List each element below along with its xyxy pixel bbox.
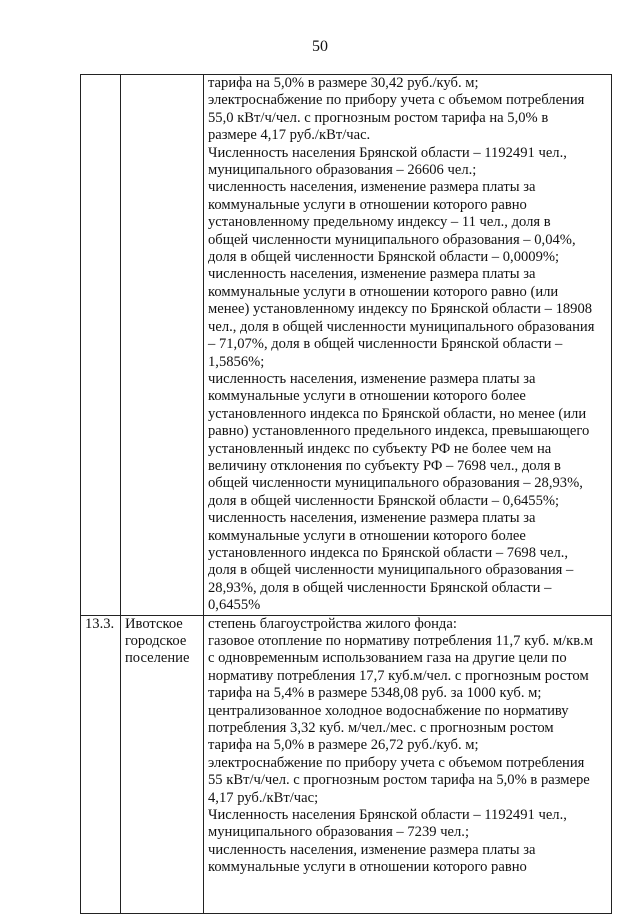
text-line: нормативу потребления 17,7 куб.м/чел. с прогнозным ростом	[208, 667, 589, 684]
text-line: коммунальные услуги в отношении которого более	[208, 527, 526, 544]
text-line: установленному предельному индексу – 11 чел., доля в	[208, 214, 551, 231]
text-line: 4,17 руб./кВт/час;	[208, 789, 319, 806]
text-line: 55,0 кВт/ч/чел. с прогнозным ростом тарифа на 5,0% в	[208, 109, 549, 126]
text-line: равно) установленного предельного индекса, превышающего	[208, 423, 590, 440]
text-line: Численность населения Брянской области – 1192491 чел.,	[208, 807, 567, 824]
text-line: коммунальные услуги в отношении которого равно	[208, 196, 527, 213]
text-line: доля в общей численности муниципального образования –	[208, 562, 574, 579]
text-line: 28,93%, доля в общей численности Брянской области –	[208, 579, 552, 596]
text-line: установленного индекса по Брянской области – 7698 чел.,	[208, 544, 569, 561]
table-row	[81, 75, 612, 616]
text-line: доля в общей численности Брянской области – 0,6455%;	[208, 492, 560, 509]
text-line: – 71,07%, доля в общей численности Брянской области –	[208, 336, 563, 353]
text-line: общей численности муниципального образования – 0,04%,	[208, 231, 576, 248]
municipality-cell	[121, 615, 204, 913]
text-line: размере 4,17 руб./кВт/час.	[208, 127, 371, 144]
text-line: потребления 3,32 куб. м/чел./мес. с прогнозным ростом	[208, 720, 554, 737]
text-line: численность населения, изменение размера платы за	[208, 510, 536, 527]
text-line: 55 кВт/ч/чел. с прогнозным ростом тарифа на 5,0% в размере	[208, 772, 590, 789]
text-line: чел., доля в общей численности муниципального образования	[208, 318, 595, 335]
description-cell	[204, 615, 612, 913]
page-number: 50	[312, 38, 328, 55]
text-line: централизованное холодное водоснабжение по нормативу	[208, 702, 569, 719]
text-line: численность населения, изменение размера платы за	[208, 266, 536, 283]
description-cell	[204, 75, 612, 616]
text-line: установленного индекса по Брянской области, но менее (или	[208, 405, 587, 422]
text-line: электроснабжение по прибору учета с объемом потребления	[208, 754, 585, 771]
text-line: тарифа на 5,0% в размере 26,72 руб./куб. м;	[208, 737, 479, 754]
text-line: тарифа на 5,4% в размере 5348,08 руб. за 1000 куб. м;	[208, 685, 542, 702]
text-line: доля в общей численности Брянской области – 0,0009%;	[208, 249, 560, 266]
text-line: муниципального образования – 26606 чел.;	[208, 162, 477, 179]
text-line: Численность населения Брянской области – 1192491 чел.,	[208, 144, 567, 161]
text-line: газовое отопление по нормативу потребления 11,7 куб. м/кв.м	[208, 633, 593, 649]
row-number: 13.3.	[85, 615, 115, 632]
text-line: тарифа на 5,0% в размере 30,42 руб./куб. м;	[208, 75, 479, 91]
text-line: численность населения, изменение размера платы за	[208, 179, 536, 196]
text-line: коммунальные услуги в отношении которого равно (или	[208, 283, 559, 300]
text-line: городское	[125, 633, 187, 649]
municipality-cell	[121, 75, 204, 616]
text-line: 1,5856%;	[208, 353, 265, 370]
text-line: электроснабжение по прибору учета с объемом потребления	[208, 92, 585, 109]
utility-table	[80, 74, 612, 914]
table-row	[81, 615, 612, 913]
text-line: численность населения, изменение размера платы за	[208, 841, 536, 858]
text-line: общей численности муниципального образования – 28,93%,	[208, 475, 583, 492]
text-line: коммунальные услуги в отношении которого более	[208, 388, 526, 405]
text-line: с одновременным использованием газа на другие цели по	[208, 650, 567, 667]
text-line: Ивотское	[125, 615, 183, 632]
text-line: 0,6455%	[208, 597, 261, 614]
row-number-cell	[81, 615, 121, 913]
text-line: величину отклонения по субъекту РФ – 7698 чел., доля в	[208, 457, 561, 474]
text-line: поселение	[125, 650, 190, 667]
text-line: коммунальные услуги в отношении которого равно	[208, 859, 527, 876]
row-number-cell	[81, 75, 121, 616]
text-line: степень благоустройства жилого фонда:	[208, 615, 457, 632]
text-line: менее) установленному индексу по Брянской области – 18908	[208, 301, 593, 318]
text-line: численность населения, изменение размера платы за	[208, 370, 536, 387]
text-line: установленный индекс по субъекту РФ не более чем на	[208, 440, 552, 457]
text-line: муниципального образования – 7239 чел.;	[208, 824, 470, 841]
